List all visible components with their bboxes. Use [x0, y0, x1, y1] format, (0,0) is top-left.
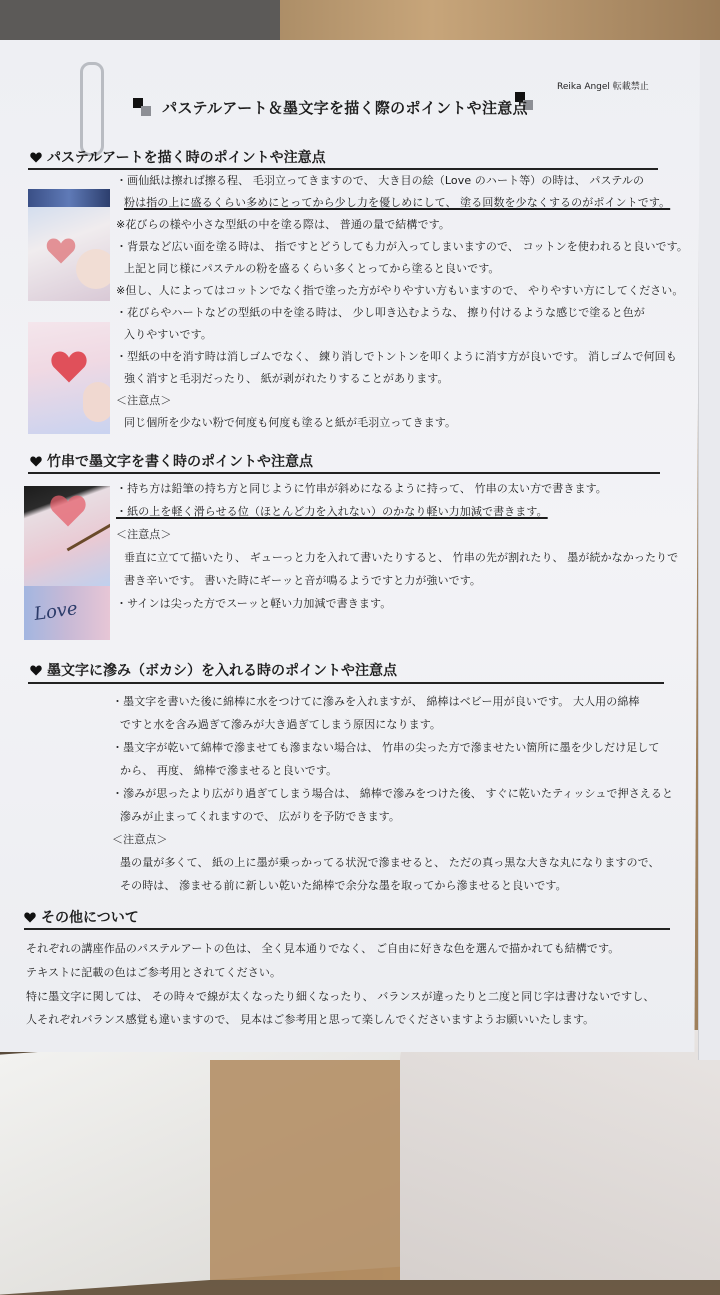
finger [83, 382, 110, 422]
section-heading-text: 竹串で墨文字を書く時のポイントや注意点 [47, 454, 313, 470]
text-line: 特に墨文字に関しては、 その時々で線が太くなったり細くなったり、 バランスが違ったりと二度と同じ字は書けないですし、 [26, 990, 655, 1003]
section-heading-text: その他について [41, 910, 139, 926]
pastel-photo-heart-blue [28, 322, 110, 434]
bamboo-photo [24, 486, 110, 586]
heart-drawing-icon [50, 350, 88, 384]
section-heading-other [24, 907, 139, 927]
heart-icon [30, 152, 42, 163]
section-rule [28, 168, 658, 170]
text-line: から、 再度、 綿棒で滲ませると良いです。 [120, 764, 338, 777]
text-line: ・墨文字が乾いて綿棒で滲ませても滲まない場合は、 竹串の尖った方で滲ませたい箇所に墨を少しだけ足して [112, 741, 660, 754]
text-line: ※但し、人によってはコットンでなく指で塗った方がやりやすい方もいますので、 やりやすい方にしてください。 [116, 284, 684, 297]
text-line [124, 194, 670, 210]
heart-drawing-icon [46, 237, 76, 265]
love-text: Love [32, 598, 79, 625]
text-line: ・滲みが思ったより広がり過ぎてしまう場合は、 綿棒で滲みをつけた後、 すぐに乾いたティッシュで押さえると [112, 787, 674, 800]
text-line: ・サインは尖った方でスーッと軽い力加減で書きます。 [116, 597, 392, 610]
text-line: 同じ個所を少ない粉で何度も何度も塗ると紙が毛羽立ってきます。 [124, 416, 457, 429]
section-heading-text: パステルアートを描く時のポイントや注意点 [47, 150, 326, 166]
section-heading-pastel [30, 147, 326, 167]
text-line: 強く消すと毛羽だったり、 紙が剥がれたりすることがあります。 [124, 372, 449, 385]
text-line: ・花びらやハートなどの型紙の中を塗る時は、 少し叩き込むような、 擦り付けるような感じで塗ると色が [116, 306, 645, 319]
text-line: ・持ち方は鉛筆の持ち方と同じように竹串が斜めになるように持って、 竹串の太い方で書きます。 [116, 482, 607, 495]
heart-icon [30, 456, 42, 467]
text-line: 墨の量が多くて、 紙の上に墨が乗っかってる状況で滲ませると、 ただの真っ黒な大きな丸になりますので、 [120, 856, 660, 869]
text-line: その時は、 滲ませる前に新しい乾いた綿棒で余分な墨を取ってから滲ませると良いです。 [120, 879, 567, 892]
caution-label: ＜注意点＞ [112, 833, 168, 846]
text-line: 滲みが止まってくれますので、 広がりを予防できます。 [120, 810, 400, 823]
text-line: ・画仙紙は擦れば擦る程、 毛羽立ってきますので、 大き目の絵（Love のハート等）の時は、 パステルの [116, 174, 645, 187]
text-line: ※花びらの様や小さな型紙の中を塗る際は、 普通の量で結構です。 [116, 218, 450, 231]
love-photo [24, 586, 110, 640]
section-rule [24, 928, 670, 930]
section-heading-bamboo [30, 451, 313, 471]
next-page-edge [698, 40, 720, 1060]
text-line: それぞれの講座作品のパステルアートの色は、 全く見本通りでなく、 ご自由に好きな色を選んで描かれても結構です。 [26, 942, 620, 955]
paper-clip [80, 62, 104, 156]
copyright-credit: Reika Angel 転載禁止 [557, 82, 649, 92]
heart-drawing-icon [46, 494, 90, 528]
text-line [116, 503, 548, 519]
text-line: 上記と同じ様にパステルの粉を盛るくらい多くとってから塗ると良いです。 [124, 262, 500, 275]
text-line: ・型紙の中を消す時は消しゴムでなく、 練り消しでトントンを叩くように消す方が良いです。 消しゴムで何回も [116, 350, 677, 363]
text-line: 人それぞれバランス感覚も違いますので、 見本はご参考用と思って楽しんでくださいますようお願いいたします。 [26, 1013, 595, 1026]
section-heading-text: 墨文字に滲み（ボカシ）を入れる時のポイントや注意点 [47, 663, 397, 679]
section-rule [28, 682, 664, 684]
pastel-photo-heart [28, 189, 110, 301]
underlined-text: 粉は指の上に盛るくらい多めにとってから少し力を優しめにして、 塗る回数を少なくするのがポイントです。 [124, 196, 671, 209]
text-line: 書き辛いです。 書いた時にギーッと音が鳴るようですと力が強いです。 [124, 574, 482, 587]
background-table [210, 1060, 410, 1280]
text-line: 垂直に立てて描いたり、 ギューっと力を入れて書いたりすると、 竹串の先が割れたり、 墨が続かなかったりで [124, 551, 679, 564]
heart-icon [30, 665, 42, 676]
page-title: パステルアート＆墨文字を描く際のポイントや注意点 [162, 99, 528, 117]
text-line: ・墨文字を書いた後に綿棒に水をつけてに滲みを入れますが、 綿棒はベビー用が良いです。 大人用の綿棒 [112, 695, 640, 708]
caution-label: ＜注意点＞ [116, 528, 172, 541]
text-line: ですと水を含み過ぎて滲みが大き過ぎてしまう原因になります。 [120, 718, 442, 731]
text-line: テキストに記載の色はご参考用とされてください。 [26, 966, 282, 979]
underlined-text: ・紙の上を軽く滑らせる位（ほとんど力を入れない）のかなり軽い力加減で書きます。 [116, 505, 548, 518]
pastel-box [28, 189, 110, 207]
caution-label: ＜注意点＞ [116, 394, 172, 407]
background-cloth [400, 1030, 720, 1280]
section-rule [28, 472, 660, 474]
section-heading-bleed [30, 660, 397, 680]
finger [76, 249, 110, 289]
heart-icon [24, 912, 36, 923]
text-line: 入りやすいです。 [124, 328, 212, 341]
text-line: ・背景など広い面を塗る時は、 指ですとどうしても力が入ってしまいますので、 コットンを使われると良いです。 [116, 240, 688, 253]
